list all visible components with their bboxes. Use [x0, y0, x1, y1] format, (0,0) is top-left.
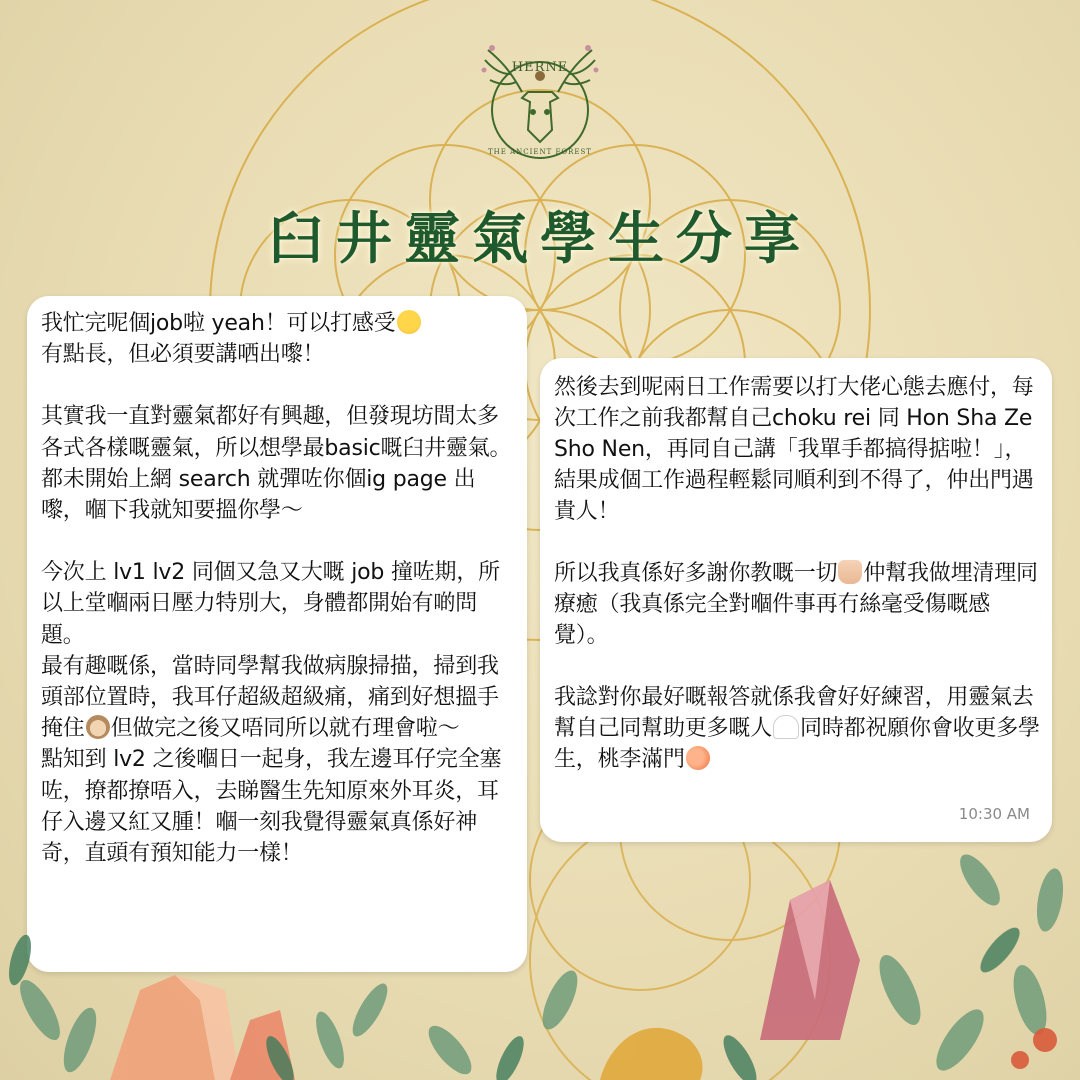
message-line [554, 558, 1040, 651]
paragraph-gap [554, 651, 1040, 682]
peach-icon [686, 746, 710, 770]
message-text: 有點長，但必須要講哂出嚟！ [41, 342, 325, 368]
message-line [41, 308, 513, 339]
page-title: 臼井靈氣學生分享 [268, 206, 812, 272]
see-no-evil-monkey-icon [86, 715, 110, 739]
message-bubble-right [540, 358, 1052, 842]
message-text: 同時都祝願你會收更多學生，桃李滿門 [554, 716, 1040, 772]
message-line [554, 682, 1040, 775]
herne-logo [470, 30, 610, 170]
message-line [41, 651, 513, 745]
message-text: 其實我一直對靈氣都好有興趣，但發現坊間太多各式各樣嘅靈氣，所以想學最basic嘅臼井靈氣。都未開始上網 search 就彈咗你個ig page 出嚟，嗰下我就知要搵你學～ [41, 404, 512, 524]
folded-hands-icon [838, 560, 862, 584]
message-text: 但做完之後又唔同所以就冇理會啦～ [110, 716, 460, 742]
message-text: 仲幫我做埋清理同療癒（我真係完全對嗰件事再冇絲毫受傷嘅感覺）。 [554, 561, 1038, 648]
smiling-face-with-hearts-icon [397, 310, 421, 334]
message-text: 今次上 lv1 lv2 同個又急又大嘅 job 撞咗期，所以上堂嗰兩日壓力特別大，身體都開始有啲問題。 [41, 560, 500, 648]
message-timestamp: 10:30 AM [958, 805, 1030, 823]
message-text: 我諗對你最好嘅報答就係我會好好練習，用靈氣去幫自己同幫助更多嘅人 [554, 685, 1034, 741]
white-heart-icon [773, 715, 799, 739]
message-text: 我忙完呢個job啦 yeah！可以打感受 [41, 311, 396, 336]
logo-tagline: THE ANCIENT FOREST [488, 148, 592, 156]
message-text: 所以我真係好多謝你教嘅一切 [554, 561, 838, 586]
message-text: 點知到 lv2 之後嗰日一起身，我左邊耳仔完全塞咗，撩都撩唔入，去睇醫生先知原來外耳炎，耳仔入邊又紅又腫！嗰一刻我覺得靈氣真係好神奇，直頭有預知能力一樣！ [41, 747, 502, 867]
paragraph-gap [41, 526, 513, 557]
message-text: 然後去到呢兩日工作需要以打大佬心態去應付，每次工作之前我都幫自己choku rei 同 Hon Sha Ze Sho Nen，再同自己講「我單手都搞得掂啦！」，結果成個工作過程輕鬆同順利到不得了，仲出門遇貴人！ [554, 375, 1040, 524]
paragraph-gap [41, 370, 513, 401]
logo-brand-name: HERNE [511, 60, 569, 75]
message-bubble-left [27, 296, 527, 972]
message-text: 最有趣嘅係，當時同學幫我做病腺掃描，掃到我頭部位置時，我耳仔超級超級痛，痛到好想搵手掩住 [41, 653, 499, 742]
paragraph-gap [554, 527, 1040, 558]
